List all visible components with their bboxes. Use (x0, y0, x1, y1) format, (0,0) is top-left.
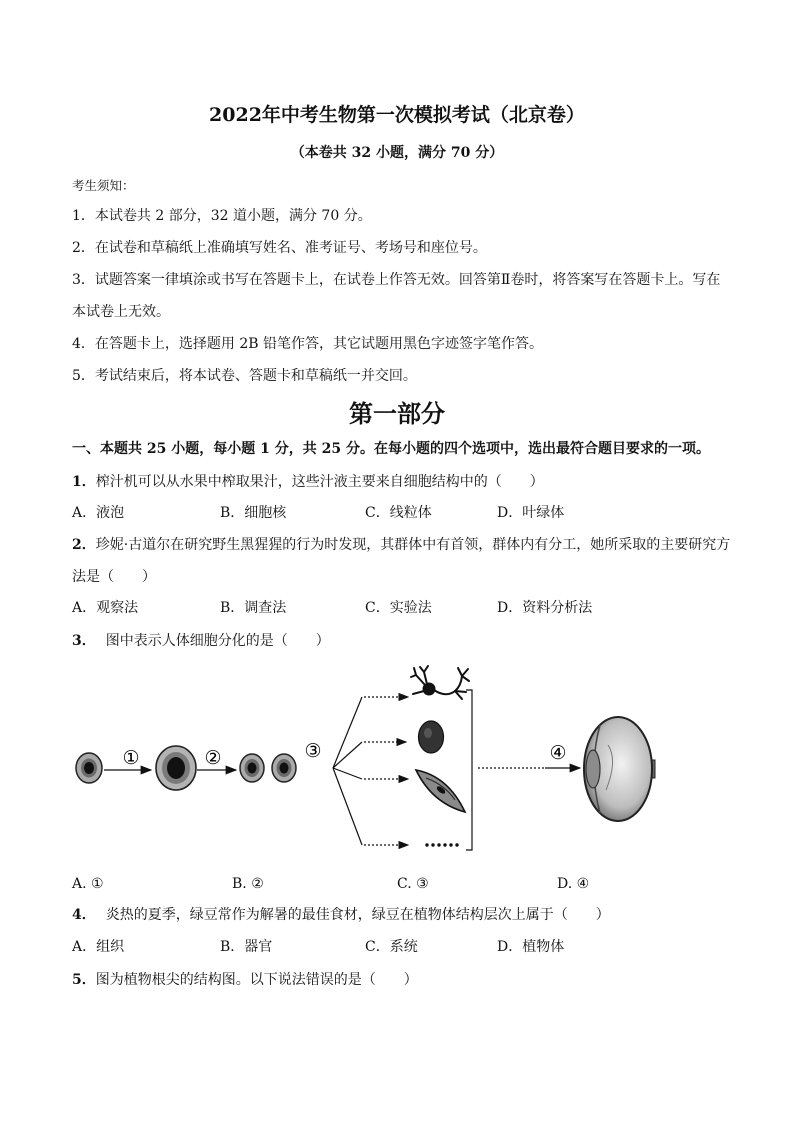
question-3 (72, 631, 330, 651)
section-instruction: 一、本题共 25 小题，每小题 1 分，共 25 分。在每小题的四个选项中，选出最符合题目要求的一项。 (72, 441, 710, 457)
notice-line: 3．试题答案一律填涂或书写在答题卡上，在试卷上作答无效。回答第Ⅱ卷时，将答案写在答题卡上。写在 (72, 272, 721, 288)
option-d: D. ④ (557, 876, 590, 892)
stem-cell (76, 753, 102, 783)
dot (455, 843, 458, 846)
option-a: A．观察法 (72, 600, 139, 616)
label-3: ③ (304, 740, 322, 762)
dot (449, 843, 452, 846)
option-a: A．液泡 (72, 505, 125, 521)
exam-title: 2022年中考生物第一次模拟考试（北京卷） (209, 104, 585, 126)
grouping-bracket (466, 690, 472, 850)
question-5 (72, 970, 418, 990)
cell-nucleus (167, 757, 185, 779)
dot (437, 843, 440, 846)
question-text: 榨汁机可以从水果中榨取果汁，这些汁液主要来自细胞结构中的（ ） (95, 474, 544, 490)
branch-line (333, 768, 362, 845)
label-2: ② (204, 747, 222, 769)
grown-cell (156, 746, 196, 790)
blood-cell (419, 721, 444, 753)
more-cells-dots (425, 843, 458, 846)
notice-line: 5．考试结束后，将本试卷、答题卡和草稿纸一并交回。 (72, 368, 417, 384)
option-c: C．线粒体 (365, 505, 432, 521)
blood-cell-highlight (424, 728, 432, 738)
lens (586, 750, 600, 788)
cell-nucleus (84, 762, 94, 774)
question-4 (72, 905, 610, 925)
axon-terminal (458, 668, 469, 681)
question-number: 3． (72, 633, 96, 649)
cell-differentiation-figure (0, 650, 794, 870)
divided-cell-right (272, 754, 296, 782)
branch-line (333, 768, 362, 779)
option-d: D．植物体 (497, 939, 565, 955)
branch-line (333, 697, 362, 768)
question-number: 5． (72, 972, 96, 988)
neuron (411, 666, 469, 699)
question-number: 4． (72, 907, 96, 923)
option-b: B．细胞核 (220, 505, 287, 521)
cell-nucleus (248, 763, 257, 774)
option-c: C．系统 (365, 939, 418, 955)
option-b: B．器官 (220, 939, 273, 955)
notice-line: 1．本试卷共 2 部分，32 道小题，满分 70 分。 (72, 208, 372, 224)
dot (443, 843, 446, 846)
divided-cell-left (240, 754, 264, 782)
question-text: 图中表示人体细胞分化的是（ ） (105, 633, 330, 649)
cell-nucleus (280, 763, 289, 774)
option-c: C．实验法 (365, 600, 432, 616)
question-number: 1． (72, 474, 96, 490)
option-a: A．组织 (72, 939, 125, 955)
exam-subtitle: （本卷共 32 小题，满分 70 分） (290, 145, 504, 161)
question-1 (72, 472, 544, 492)
part-heading: 第一部分 (349, 399, 445, 428)
option-d: D．叶绿体 (497, 505, 565, 521)
option-b: B．调查法 (220, 600, 287, 616)
label-1: ① (122, 747, 140, 769)
notice-heading: 考生须知： (72, 178, 135, 193)
eye-organ (584, 717, 655, 821)
question-text: 珍妮·古道尔在研究野生黑猩猩的行为时发现，其群体中有首领，群体内有分工，她所采取的主要研究方 (95, 537, 731, 553)
dotted-arrows (364, 697, 408, 845)
dot (425, 843, 428, 846)
question-number: 2． (72, 537, 96, 553)
question-text: 炎热的夏季，绿豆常作为解暑的最佳食材，绿豆在植物体结构层次上属于（ ） (105, 907, 610, 923)
blood-cell-body (419, 721, 444, 753)
branch-lines (333, 697, 362, 845)
question-text: 图为植物根尖的结构图。以下说法错误的是（ ） (95, 972, 418, 988)
option-b: B. ② (232, 876, 264, 892)
dendrite (413, 691, 424, 694)
question-2 (72, 535, 730, 555)
notice-line: 本试卷上无效。 (72, 304, 170, 320)
notice-line: 4．在答题卡上，选择题用 2B 铅笔作答，其它试题用黑色字迹签字笔作答。 (72, 336, 544, 352)
question-text-continued: 法是（ ） (72, 569, 156, 585)
option-d: D．资料分析法 (497, 600, 593, 616)
branch-line (333, 742, 362, 768)
notice-line: 2．在试卷和草稿纸上准确填写姓名、准考证号、考场号和座位号。 (72, 240, 487, 256)
label-4: ④ (549, 742, 567, 764)
option-a: A. ① (72, 876, 104, 892)
option-c: C. ③ (397, 876, 429, 892)
axon-branch (455, 691, 466, 699)
muscle-cell (416, 770, 465, 812)
dot (431, 843, 434, 846)
